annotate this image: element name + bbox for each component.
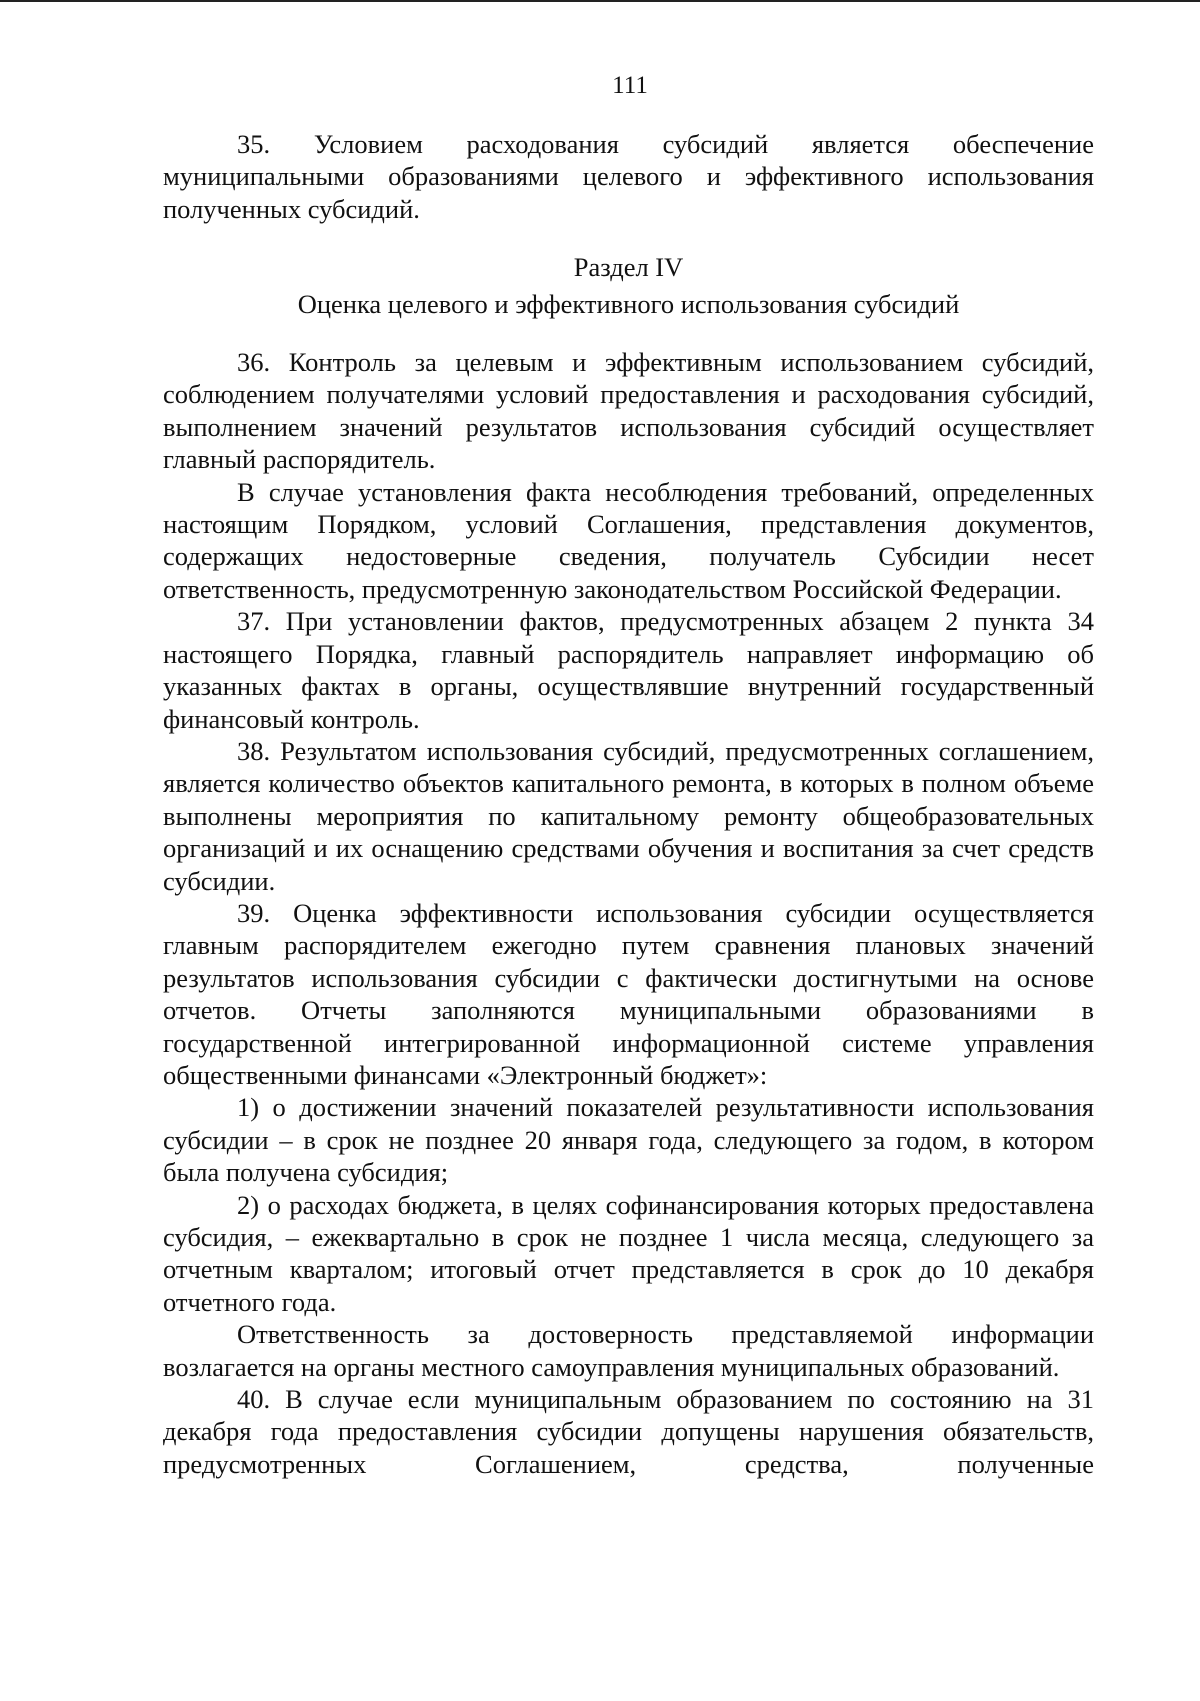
- paragraph-35: 35. Условием расходования субсидий является обеспечение муниципальными образованиями целевого и эффективного использования полученных субсидий.: [163, 129, 1094, 224]
- paragraph-40: 40. В случае если муниципальным образованием по состоянию на 31 декабря года предоставления субсидии допущены нарушения обязательств, предусмотренных Соглашением, средства, полученные: [163, 1384, 1094, 1479]
- page-number: 111: [612, 72, 648, 99]
- paragraph-36-responsibility: В случае установления факта несоблюдения требований, определенных настоящим Порядком, условий Соглашения, представления документов, содержащих недостоверные сведения, получатель Субсидии несет ответственность, предусмотренную законодательством Российской Федерации.: [163, 476, 1094, 604]
- paragraph-39-item-2: 2) о расходах бюджета, в целях софинансирования которых предоставлена субсидия, – ежеквартально в срок не позднее 1 числа месяца, следующего за отчетным кварталом; итоговый отчет представляется в срок до 10 декабря отчетного года.: [163, 1189, 1094, 1317]
- paragraph-39-responsibility: Ответственность за достоверность представляемой информации возлагается на органы местного самоуправления муниципальных образований.: [163, 1319, 1094, 1382]
- document-body: [163, 128, 1094, 1480]
- paragraph-37: 37. При установлении фактов, предусмотренных абзацем 2 пункта 34 настоящего Порядка, главный распорядитель направляет информацию об указанных фактах в органы, осуществлявшие внутренний государственный финансовый контроль.: [163, 606, 1094, 734]
- paragraph-39: 39. Оценка эффективности использования субсидии осуществляется главным распорядителем ежегодно путем сравнения плановых значений результатов использования субсидии с фактически достигнутыми на основе отчетов. Отчеты заполняются муниципальными образованиями в государственной интегрированной информационной системе управления общественными финансами «Электронный бюджет»:: [163, 897, 1094, 1090]
- paragraph-36: 36. Контроль за целевым и эффективным использованием субсидий, соблюдением получателями условий предоставления и расходования субсидий, выполнением значений результатов использования субсидий осуществляет главный распорядитель.: [163, 347, 1094, 475]
- paragraph-39-item-1: 1) о достижении значений показателей результативности использования субсидии – в срок не позднее 20 января года, следующего за годом, в котором была получена субсидия;: [163, 1092, 1094, 1188]
- page-top-edge: [0, 0, 1200, 2]
- section-title: Раздел IV: [573, 252, 684, 283]
- section-subtitle: Оценка целевого и эффективного использования субсидий: [297, 288, 960, 319]
- paragraph-38: 38. Результатом использования субсидий, предусмотренных соглашением, является количество объектов капитального ремонта, в которых в полном объеме выполнены мероприятия по капитальному ремонту общеобразовательных организаций и их оснащению средствами обучения и воспитания за счет средств субсидии.: [163, 735, 1094, 896]
